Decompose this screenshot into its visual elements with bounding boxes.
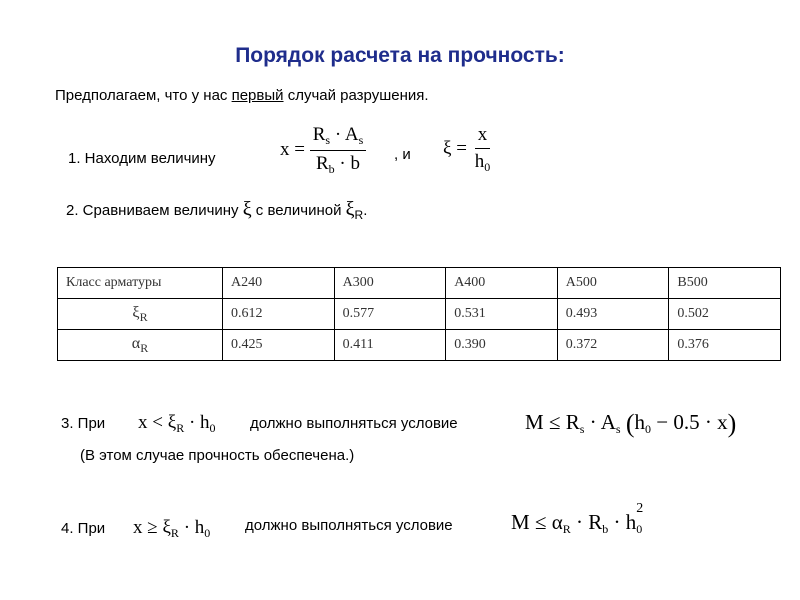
table-cell: 0.372: [557, 330, 669, 361]
intro-underlined: первый: [231, 87, 284, 104]
step2-end: .: [363, 202, 368, 219]
formula-x-lhs: x =: [280, 138, 305, 160]
table-header-cell: Класс арматуры: [58, 268, 223, 299]
s3-dot: ·: [188, 412, 196, 433]
table-cell: 0.502: [669, 299, 781, 330]
fx-num-a-sub: s: [325, 133, 331, 147]
fx-num-b-sub: s: [358, 133, 364, 147]
s3f-lparen: (: [625, 409, 635, 438]
s3f-m: M ≤: [525, 410, 561, 434]
step3-label: 3. При: [61, 415, 106, 432]
s3f-dot1: ·: [589, 410, 597, 434]
s3-h: h: [200, 412, 210, 433]
table-cell: 0.411: [334, 330, 446, 361]
step1-separator: , и: [394, 146, 411, 163]
step2-text-b: с величиной: [251, 202, 346, 219]
fxi-den-sub: 0: [484, 160, 491, 174]
s4f-h-group: [625, 501, 644, 537]
formula-xi-denominator: [472, 149, 494, 175]
s4f-r-sub: b: [602, 522, 609, 536]
formula-xi-lhs: ξ =: [443, 137, 467, 159]
s4-dot: ·: [183, 517, 191, 538]
table-header-cell: А400: [446, 268, 558, 299]
s3f-h-sub: 0: [645, 422, 651, 436]
s4-x: x ≥: [133, 517, 158, 538]
table-cell: 0.493: [557, 299, 669, 330]
step4-formula: [511, 501, 644, 537]
table-header-cell: А300: [334, 268, 446, 299]
step2-text-a: 2. Сравниваем величину: [66, 202, 243, 219]
intro-text: [55, 87, 429, 104]
s3-x: x <: [138, 412, 163, 433]
table-row-symbol: [58, 330, 223, 361]
table-cell: 0.577: [334, 299, 446, 330]
table-header-cell: А240: [223, 268, 335, 299]
formula-x-denominator: [313, 151, 363, 177]
s4f-h: h: [625, 510, 637, 534]
alpha-r-symbol-sub: R: [140, 340, 149, 355]
page-title: Порядок расчета на прочность:: [235, 44, 565, 67]
formula-xi-fraction: [472, 124, 494, 175]
s3f-a: A: [600, 410, 616, 434]
s3f-k: 0.5: [673, 410, 700, 434]
fx-num-b: A: [344, 124, 359, 145]
s3f-h: h: [634, 410, 645, 434]
alpha-r-symbol: α: [131, 334, 141, 352]
fx-den-a: R: [315, 153, 329, 174]
step2-xi: ξ: [242, 198, 252, 220]
s3-xi: ξ: [167, 412, 177, 433]
s4f-alpha: α: [551, 510, 563, 534]
step3-mid-text: должно выполняться условие: [250, 415, 458, 432]
fxi-den-h: h: [474, 151, 485, 172]
step4-label: 4. При: [61, 520, 106, 537]
fx-num-a: R: [312, 124, 326, 145]
s4-h: h: [194, 517, 205, 538]
table-row: [58, 330, 781, 361]
step1-label: 1. Находим величину: [68, 150, 216, 167]
s3f-r: R: [565, 410, 580, 434]
xi-r-symbol-sub: R: [139, 309, 148, 324]
s3f-rparen: ): [727, 409, 737, 438]
fx-dot: ·: [334, 124, 342, 145]
table-cell: 0.425: [223, 330, 335, 361]
table-row-symbol: [58, 299, 223, 330]
table-row: [58, 299, 781, 330]
step4-condition: [133, 517, 210, 541]
s4f-m: M ≤: [511, 510, 547, 534]
table-header-cell: В500: [669, 268, 781, 299]
formula-x-numerator: [310, 124, 367, 151]
step4-mid-text: должно выполняться условие: [245, 517, 453, 534]
step2-xi-r: ξ: [345, 198, 355, 220]
step2-xi-r-sub: R: [354, 208, 364, 222]
s4f-h-sup: 2: [636, 501, 644, 516]
formula-x-fraction: [310, 124, 367, 177]
s4-h-sub: 0: [204, 526, 211, 540]
step3-condition: [138, 412, 216, 436]
s4f-h-sub: 0: [636, 522, 643, 536]
s4-xi: ξ: [162, 517, 171, 538]
s3f-r-sub: s: [579, 422, 585, 436]
s4f-alpha-sub: R: [562, 522, 571, 536]
formula-x: [280, 124, 366, 177]
s3-h-sub: 0: [209, 421, 216, 435]
table-cell: 0.612: [223, 299, 335, 330]
s3f-minus: −: [656, 410, 669, 434]
intro-before: Предполагаем, что у нас: [55, 87, 232, 104]
formula-xi: [443, 124, 493, 175]
s4-xi-sub: R: [170, 526, 179, 540]
intro-after: случай разрушения.: [283, 87, 429, 104]
s4f-dot2: ·: [613, 510, 621, 534]
s3-xi-sub: R: [176, 421, 185, 435]
s3f-x: x: [717, 410, 728, 434]
s4f-dot1: ·: [575, 510, 583, 534]
s4f-r: R: [588, 510, 603, 534]
table-cell: 0.531: [446, 299, 558, 330]
table-header-cell: А500: [557, 268, 669, 299]
fx-den-dot: ·: [339, 153, 346, 174]
table-cell: 0.376: [669, 330, 781, 361]
xi-r-symbol: ξ: [132, 303, 140, 321]
fx-den-a-sub: b: [328, 162, 335, 176]
reinforcement-table: [57, 267, 781, 361]
step3-formula: [525, 409, 736, 439]
table-cell: 0.390: [446, 330, 558, 361]
fx-den-b: b: [350, 153, 360, 174]
formula-xi-numerator: x: [475, 124, 491, 149]
table-header-row: [58, 268, 781, 299]
step2-text: [66, 198, 367, 222]
s3f-a-sub: s: [615, 422, 621, 436]
step3-note: (В этом случае прочность обеспечена.): [80, 447, 355, 464]
s3f-dot2: ·: [704, 410, 712, 434]
